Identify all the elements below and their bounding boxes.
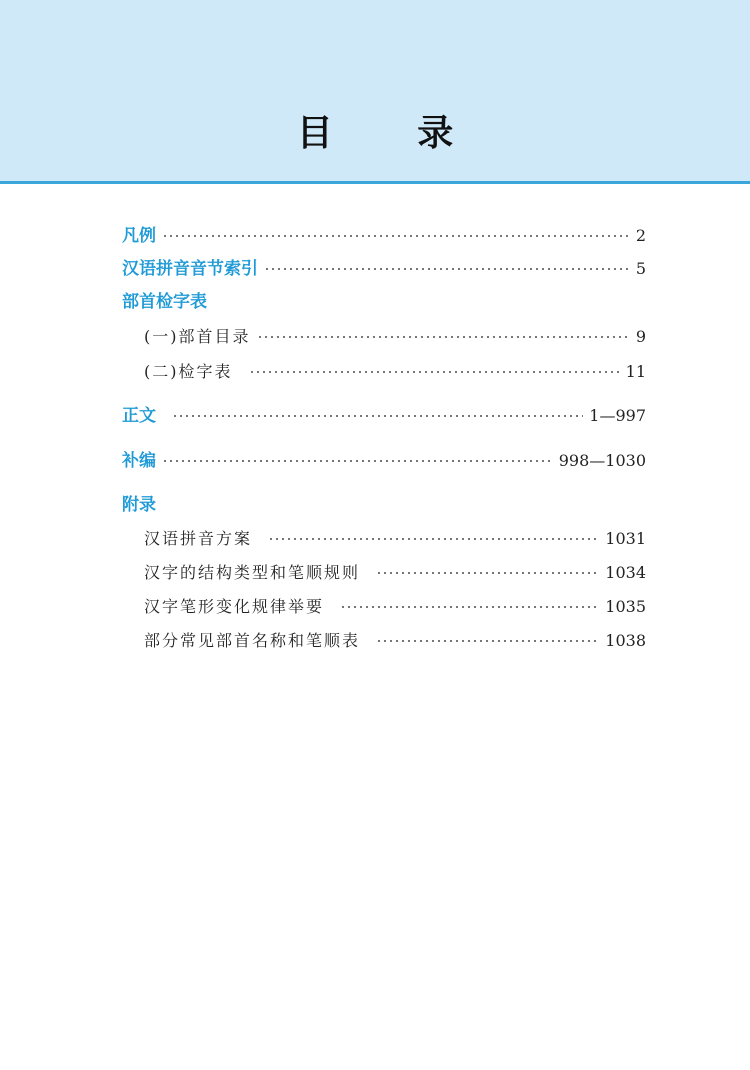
toc-entry-page: 998—1030: [558, 451, 646, 470]
dot-leader: [376, 640, 599, 642]
toc-entry-label: (二)检字表: [144, 362, 233, 381]
toc-entry-label: 汉字的结构类型和笔顺规则: [144, 563, 361, 582]
toc-entry-page: 2: [635, 226, 646, 245]
toc-section-radical-table[interactable]: [122, 290, 207, 314]
toc-entry-supplement[interactable]: [122, 449, 646, 473]
toc-entry-label: 汉语拼音方案: [144, 529, 253, 548]
toc-section-label: 附录: [122, 495, 156, 515]
page-title: 目 录: [296, 113, 490, 154]
dot-leader: [257, 336, 630, 338]
toc-entry-label: 凡例: [122, 226, 156, 246]
toc-entry-radical-names[interactable]: [144, 629, 646, 653]
toc-entry-page: 1031: [605, 529, 646, 548]
toc-entry-stroke-variation[interactable]: [144, 595, 646, 619]
toc-entry-pinyin-scheme[interactable]: [144, 527, 646, 551]
toc-entry-main-text[interactable]: [122, 404, 646, 428]
dot-leader: [376, 572, 599, 574]
toc-entry-page: 11: [625, 362, 646, 381]
dot-leader: [172, 415, 583, 417]
toc-entry-fanli[interactable]: [122, 224, 646, 248]
toc-entry-structure-stroke-rules[interactable]: [144, 561, 646, 585]
header-band: [0, 0, 750, 184]
toc-entry-page: 5: [635, 259, 646, 278]
toc-entry-page: 1038: [605, 631, 646, 650]
toc-entry-label: 补编: [122, 451, 156, 471]
toc-entry-label: 正文: [122, 406, 156, 426]
toc-entry-page: 1035: [605, 597, 646, 616]
toc-entry-label: (一)部首目录: [144, 327, 251, 346]
toc-entry-label: 汉字笔形变化规律举要: [144, 597, 325, 616]
toc-entry-page: 1—997: [589, 406, 646, 425]
toc-entry-page: 9: [635, 327, 646, 346]
toc-entry-page: 1034: [605, 563, 646, 582]
dot-leader: [268, 538, 599, 540]
toc-entry-radical-list[interactable]: [144, 325, 646, 349]
dot-leader: [162, 460, 553, 462]
dot-leader: [249, 371, 620, 373]
dot-leader: [340, 606, 599, 608]
toc-section-label: 部首检字表: [122, 292, 207, 312]
dot-leader: [264, 268, 630, 270]
dot-leader: [162, 235, 630, 237]
toc-entry-pinyin-index[interactable]: [122, 257, 646, 281]
toc-section-appendix[interactable]: [122, 493, 156, 517]
toc-entry-label: 汉语拼音音节索引: [122, 259, 258, 279]
toc-entry-label: 部分常见部首名称和笔顺表: [144, 631, 361, 650]
toc-entry-character-lookup[interactable]: [144, 360, 646, 384]
